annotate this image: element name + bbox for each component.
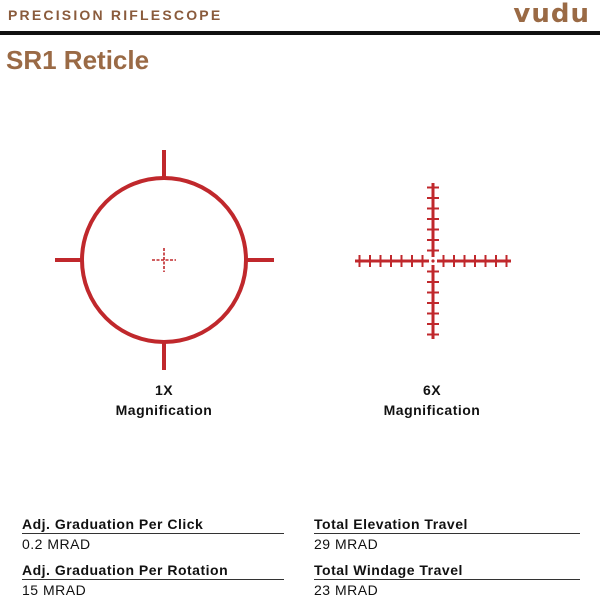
spec-total-elevation-travel bbox=[314, 516, 580, 552]
reticle-6x-icon bbox=[355, 183, 511, 339]
reticle-6x-label: Magnification bbox=[383, 402, 481, 418]
spec-table bbox=[0, 512, 600, 600]
spec-label: Adj. Graduation Per Click bbox=[22, 516, 284, 534]
spec-value: 15 MRAD bbox=[22, 582, 87, 598]
spec-value: 23 MRAD bbox=[314, 582, 379, 598]
spec-label: Total Windage Travel bbox=[314, 562, 580, 580]
reticle-1x-label: Magnification bbox=[115, 402, 213, 418]
spec-label: Total Elevation Travel bbox=[314, 516, 580, 534]
page-title: SR1 Reticle bbox=[6, 45, 150, 75]
reticle-1x-caption bbox=[64, 380, 264, 420]
reticle-1x-icon bbox=[55, 150, 274, 370]
crosshair-center-dot bbox=[431, 259, 434, 262]
spec-value: 29 MRAD bbox=[314, 536, 379, 552]
reticle-6x-power: 6X bbox=[422, 382, 442, 398]
spec-total-windage-travel bbox=[314, 562, 580, 598]
spec-label: Adj. Graduation Per Rotation bbox=[22, 562, 284, 580]
brand-logo: vudu bbox=[513, 0, 590, 29]
reticle-1x-power: 1X bbox=[154, 382, 174, 398]
spec-graduation-per-rotation bbox=[22, 562, 284, 598]
header-kicker: PRECISION RIFLESCOPE bbox=[8, 7, 223, 23]
spec-value: 0.2 MRAD bbox=[22, 536, 91, 552]
reticle-6x-caption bbox=[332, 380, 532, 420]
spec-graduation-per-click bbox=[22, 516, 284, 552]
